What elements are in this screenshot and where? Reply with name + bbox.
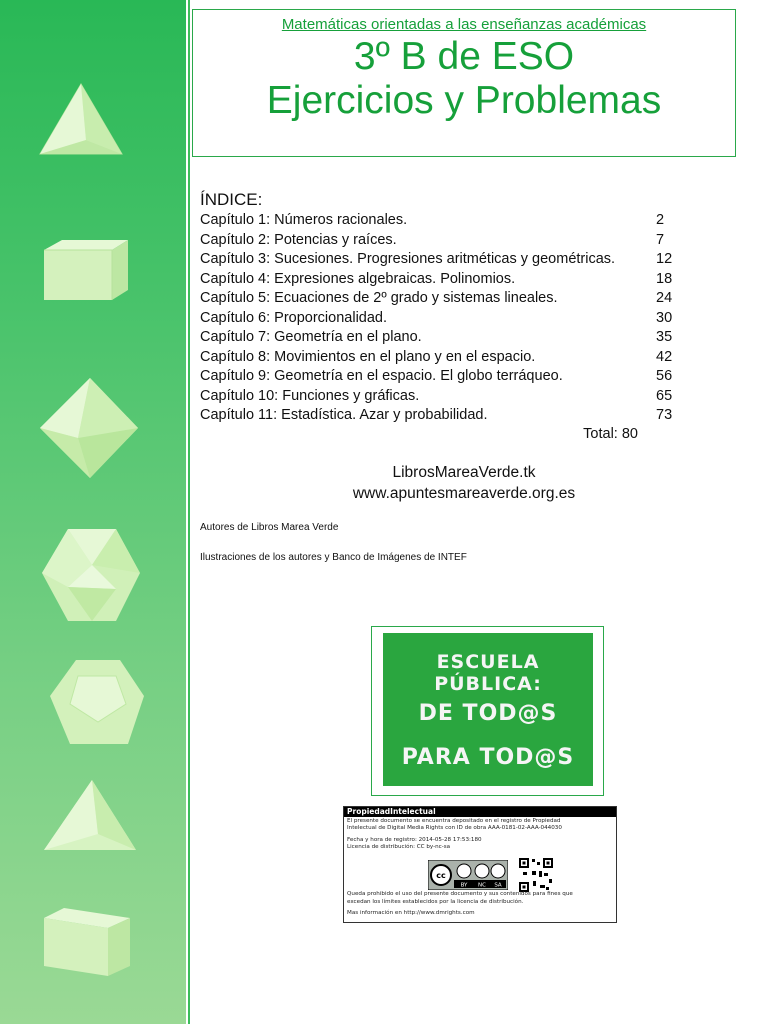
registry-text: Queda prohibido el uso del presente documento y sus contenidos para fines que — [347, 891, 573, 897]
toc-row — [200, 348, 680, 368]
authors-credit: Autores de Libros Marea Verde — [200, 522, 339, 533]
toc-page-number: 73 — [656, 407, 673, 423]
registry-text: Licencia de distribución: CC by-nc-sa — [347, 844, 451, 851]
illustrations-credit: Ilustraciones de los autores y Banco de Imágenes de INTEF — [200, 552, 467, 563]
registry-text: Fecha y hora de registro: 2014-05-28 17:53:180 — [347, 836, 482, 843]
table-of-contents — [200, 190, 680, 442]
toc-chapter-title: Capítulo 6: Proporcionalidad. — [200, 309, 388, 326]
sidebar-divider — [188, 0, 190, 1024]
toc-chapter-title: Capítulo 10: Funciones y gráficas. — [200, 387, 420, 404]
toc-page-number: 24 — [656, 290, 673, 306]
cc-nc-label: NC — [478, 882, 486, 889]
toc-page-number: 65 — [656, 387, 673, 404]
registry-certificate — [343, 806, 617, 923]
toc-page-number: 12 — [656, 251, 673, 267]
cube-icon — [42, 906, 132, 978]
cc-by-label: BY — [460, 882, 468, 889]
registry-text: excedan los límites establecidos por la licencia de distribución. — [347, 898, 524, 905]
toc-chapter-title: Capítulo 5: Ecuaciones de 2º grado y sistemas lineales. — [200, 290, 558, 306]
toc-row — [200, 289, 680, 309]
octahedron-icon — [38, 376, 142, 480]
toc-total: Total: 80 — [583, 426, 638, 442]
svg-text:cc: cc — [436, 871, 446, 880]
page-subtitle: Matemáticas orientadas a las enseñanzas académicas — [281, 16, 647, 33]
page-title: 3º B de ESO — [353, 35, 575, 78]
website-link-1[interactable]: LibrosMareaVerde.tk — [392, 464, 536, 481]
toc-row — [200, 250, 680, 270]
toc-page-number: 7 — [656, 231, 665, 248]
registry-header: PropiedadIntelectual — [344, 807, 616, 817]
registry-link[interactable]: Mas información en http://www.dmrights.com — [347, 910, 475, 916]
toc-chapter-title: Capítulo 1: Números racionales. — [200, 212, 408, 228]
toc-chapter-title: Capítulo 11: Estadística. Azar y probabilidad. — [200, 407, 488, 423]
toc-page-number: 18 — [656, 270, 673, 287]
title-box — [192, 9, 736, 157]
toc-chapter-title: Capítulo 7: Geometría en el plano. — [200, 329, 422, 345]
banner-line-2: DE TOD@S — [418, 701, 558, 726]
banner-line-1: ESCUELA PÚBLICA: — [434, 651, 542, 695]
toc-row — [200, 328, 680, 348]
toc-row — [200, 406, 680, 426]
website-link-2[interactable]: www.apuntesmareaverde.org.es — [352, 485, 576, 502]
tetrahedron-icon — [38, 82, 124, 158]
toc-page-number: 35 — [656, 329, 673, 345]
toc-row — [200, 309, 680, 329]
toc-row — [200, 211, 680, 231]
tetrahedron-icon — [42, 778, 138, 852]
toc-chapter-title: Capítulo 4: Expresiones algebraicas. Polinomios. — [200, 270, 516, 287]
toc-chapter-title: Capítulo 8: Movimientos en el plano y en el espacio. — [200, 348, 536, 365]
dodecahedron-icon — [48, 656, 146, 750]
toc-row — [200, 270, 680, 290]
cube-icon — [40, 238, 130, 302]
toc-chapter-title: Capítulo 3: Sucesiones. Progresiones aritméticas y geométricas. — [200, 251, 616, 267]
cc-license-icon — [428, 860, 508, 890]
toc-chapter-title: Capítulo 9: Geometría en el espacio. El globo terráqueo. — [200, 368, 563, 384]
toc-page-number: 2 — [656, 212, 665, 228]
toc-page-number: 42 — [656, 348, 673, 365]
toc-page-number: 56 — [656, 368, 673, 384]
registry-text: Intelectual de Digital Media Rights con ID de obra AAA-0181-02-AAA-044030 — [347, 825, 562, 832]
registry-text: El presente documento se encuentra depositado en el registro de Propiedad — [347, 818, 561, 824]
toc-page-number: 30 — [656, 309, 673, 326]
toc-chapter-title: Capítulo 2: Potencias y raíces. — [200, 231, 397, 248]
index-heading: ÍNDICE: — [200, 190, 263, 209]
toc-row — [200, 231, 680, 251]
page-title-line-2: Ejercicios y Problemas — [266, 79, 662, 122]
decorative-sidebar — [0, 0, 186, 1024]
toc-row — [200, 367, 680, 387]
banner-line-3: PARA TOD@S — [401, 745, 575, 770]
qr-code-icon — [518, 857, 554, 893]
cc-sa-label: SA — [494, 882, 502, 889]
icosahedron-icon — [38, 525, 144, 625]
escuela-publica-banner — [383, 633, 593, 786]
toc-row — [200, 387, 680, 407]
